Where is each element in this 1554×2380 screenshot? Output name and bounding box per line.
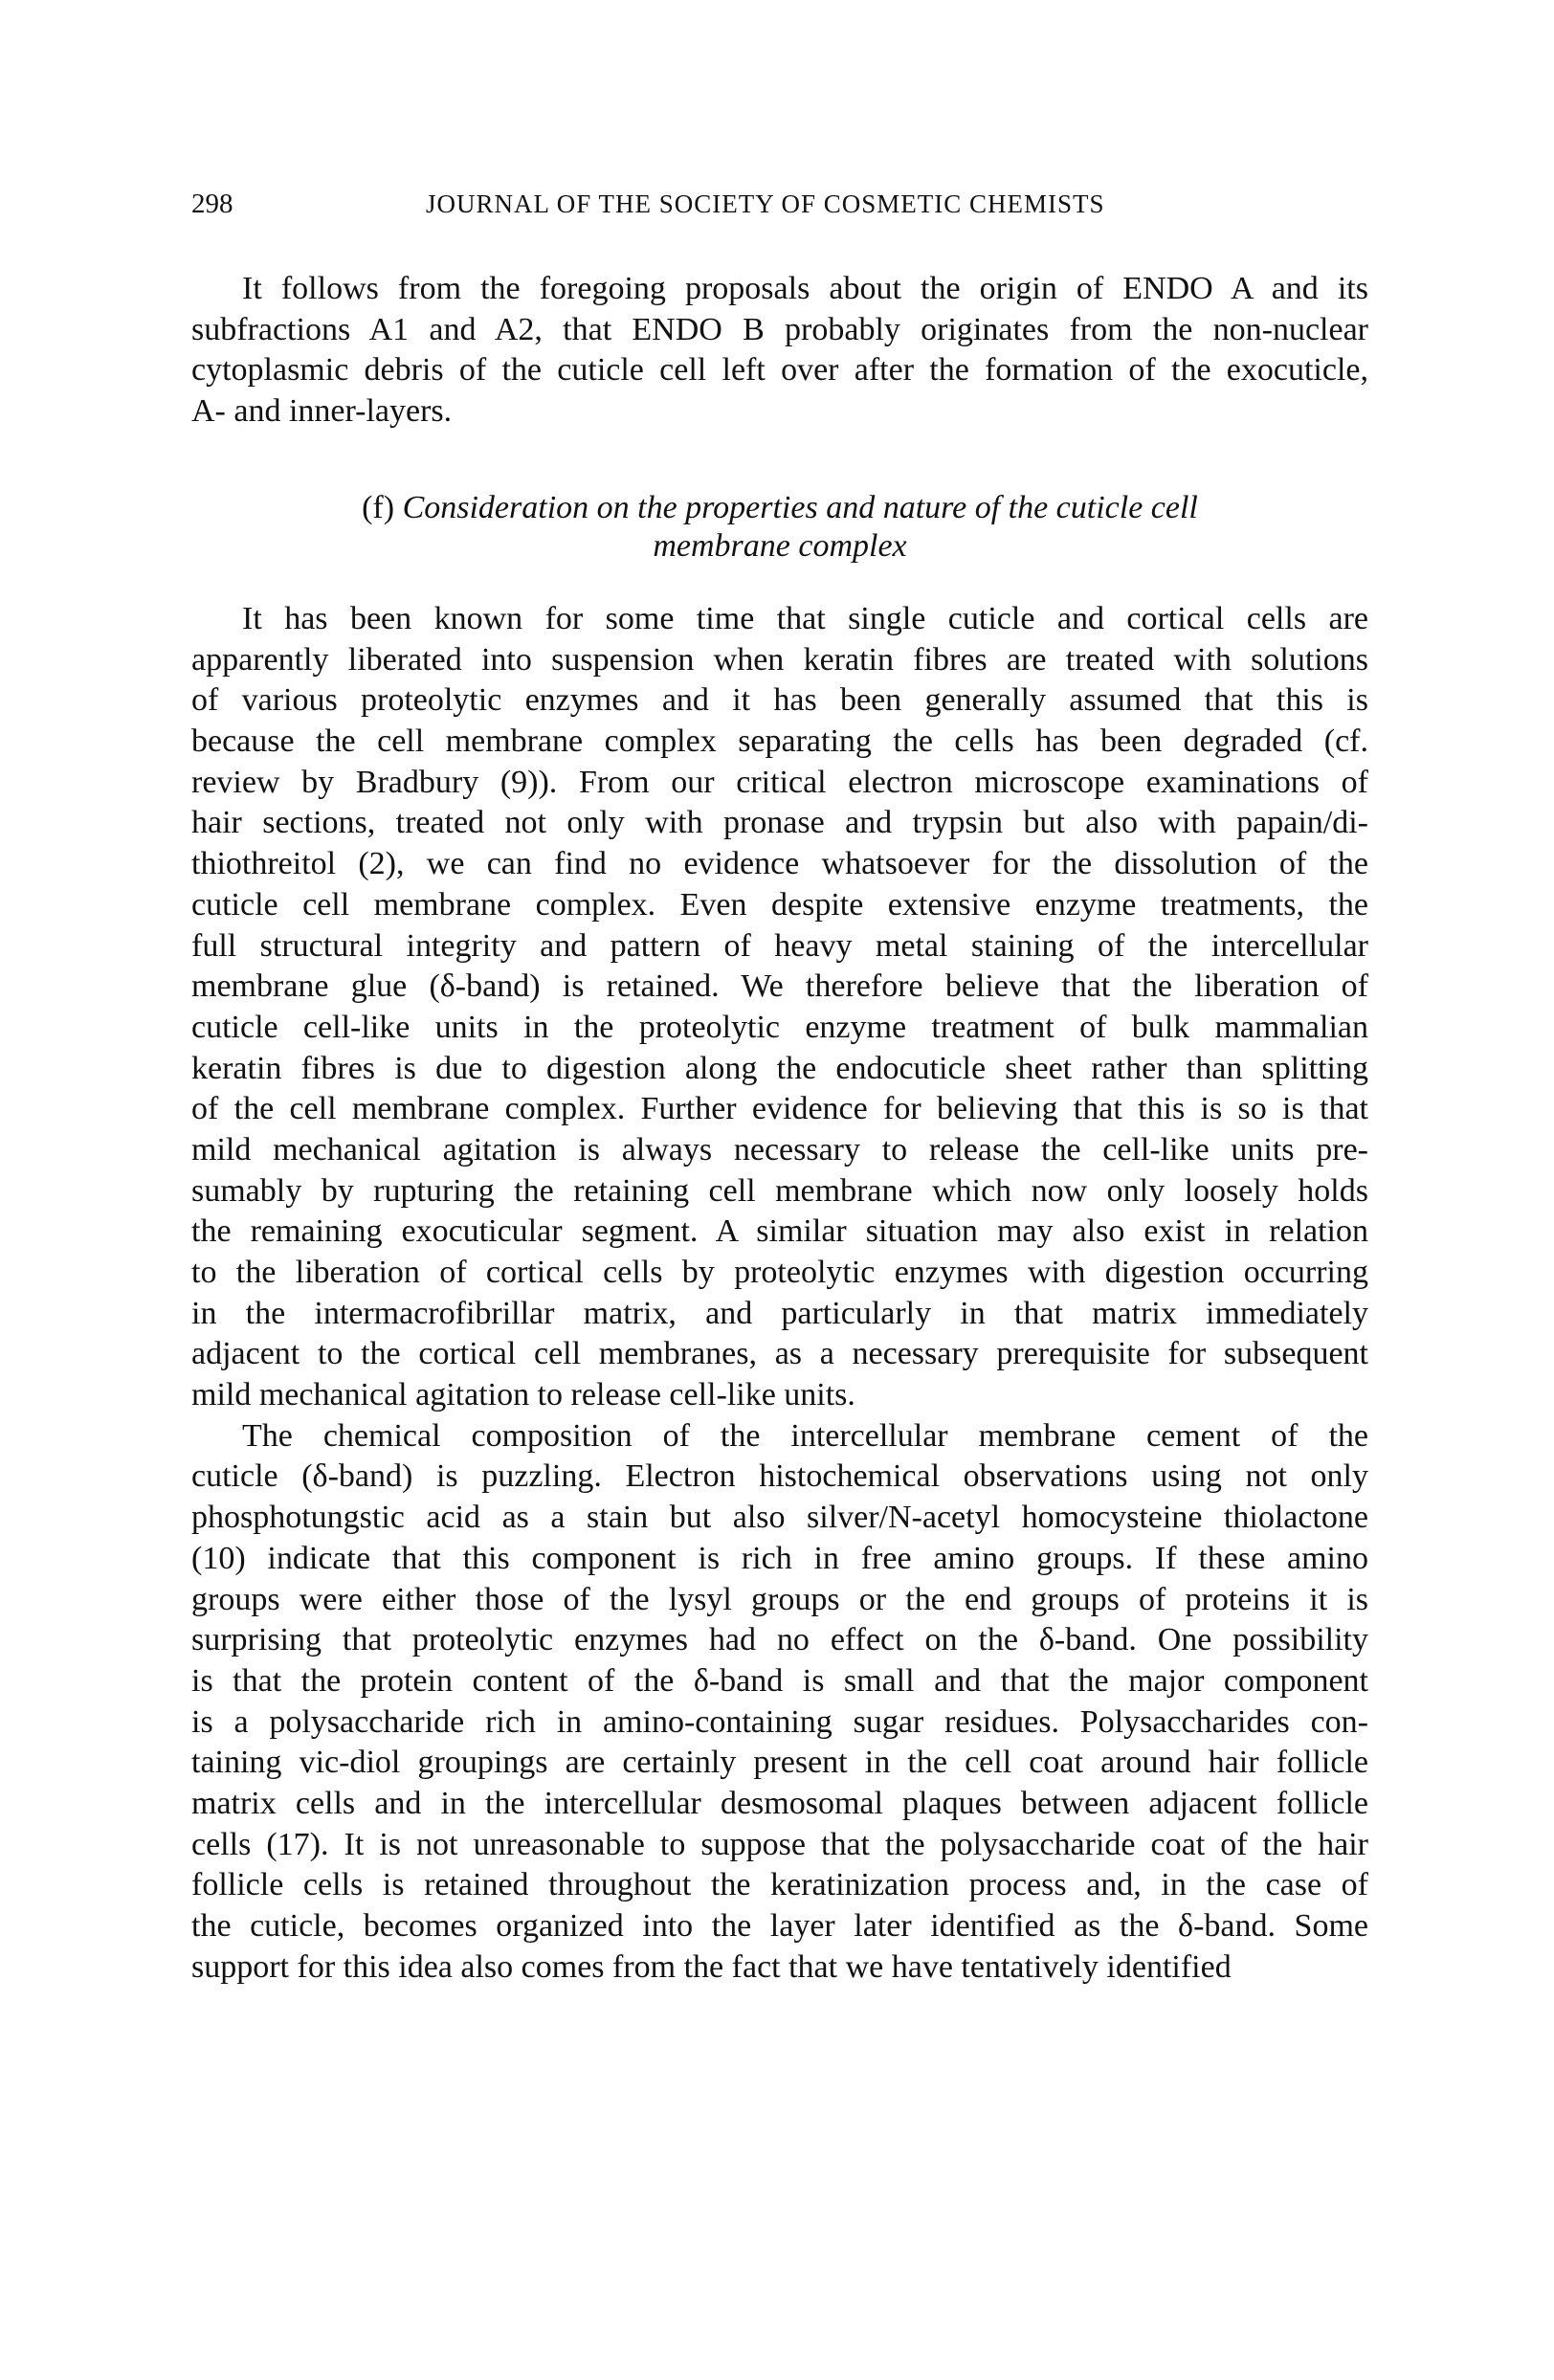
- text-line: It follows from the foregoing proposals about the origin of ENDO A and its: [242, 271, 1368, 306]
- paragraph-1: [191, 269, 1368, 433]
- paragraphs-2-3: [191, 599, 1368, 1988]
- text-line: groups were either those of the lysyl groups or the end groups of proteins it is: [191, 1581, 1368, 1617]
- text-line: the remaining exocuticular segment. A similar situation may also exist in relation: [191, 1213, 1368, 1250]
- running-header: [191, 188, 1368, 220]
- section-label: (f): [362, 490, 395, 525]
- text-line: because the cell membrane complex separating the cells has been degraded (cf.: [191, 723, 1368, 760]
- text-line: sumably by rupturing the retaining cell membrane which now only loosely holds: [191, 1172, 1368, 1209]
- text-line: keratin fibres is due to digestion along the endocuticle sheet rather than splitting: [191, 1050, 1368, 1086]
- text-line: full structural integrity and pattern of heavy metal staining of the intercellular: [191, 927, 1368, 964]
- text-line: subfractions A1 and A2, that ENDO B probably originates from the non-nuclear: [191, 311, 1368, 347]
- text-line: adjacent to the cortical cell membranes, as a necessary prerequisite for subsequent: [191, 1336, 1368, 1372]
- text-line: of the cell membrane complex. Further evidence for believing that this is so is that: [191, 1091, 1368, 1127]
- text-line: follicle cells is retained throughout the keratinization process and, in the case of: [191, 1867, 1368, 1903]
- section-heading: [191, 489, 1368, 566]
- text-line: apparently liberated into suspension when keratin fibres are treated with solutions: [191, 641, 1368, 678]
- text-line: cuticle cell-like units in the proteolytic enzyme treatment of bulk mammalian: [191, 1009, 1368, 1045]
- text-line: thiothreitol (2), we can find no evidence whatsoever for the dissolution of the: [191, 846, 1368, 882]
- text-line: cells (17). It is not unreasonable to suppose that the polysaccharide coat of the hair: [191, 1826, 1368, 1862]
- section-title-2: membrane complex: [653, 528, 907, 564]
- section-title-1: Consideration on the properties and nature of the cuticle cell: [402, 490, 1198, 525]
- text-line: mild mechanical agitation is always necessary to release the cell-like units pre-: [191, 1131, 1368, 1168]
- text-line: is that the protein content of the δ-band is small and that the major component: [191, 1662, 1368, 1699]
- text-line: of various proteolytic enzymes and it has been generally assumed that this is: [191, 682, 1368, 719]
- text-line: support for this idea also comes from the fact that we have tentatively identified: [191, 1948, 1232, 1985]
- text-line: A- and inner-layers.: [191, 393, 453, 430]
- text-line: The chemical composition of the intercellular membrane cement of the: [242, 1417, 1368, 1454]
- text-line: phosphotungstic acid as a stain but also silver/N-acetyl homocysteine thiolactone: [191, 1500, 1368, 1536]
- text-line: review by Bradbury (9)). From our critical electron microscope examinations of: [191, 764, 1368, 800]
- text-line: is a polysaccharide rich in amino-containing sugar residues. Polysaccharides con-: [191, 1703, 1368, 1740]
- journal-title: JOURNAL OF THE SOCIETY OF COSMETIC CHEMISTS: [426, 189, 1105, 218]
- page-number: 298: [191, 189, 233, 219]
- text-line: It has been known for some time that single cuticle and cortical cells are: [242, 601, 1368, 636]
- text-line: cytoplasmic debris of the cuticle cell left over after the formation of the exocuticle,: [191, 352, 1368, 389]
- text-line: (10) indicate that this component is rich in free amino groups. If these amino: [191, 1540, 1368, 1576]
- text-line: in the intermacrofibrillar matrix, and particularly in that matrix immediately: [191, 1295, 1368, 1331]
- text-line: hair sections, treated not only with pronase and trypsin but also with papain/di-: [191, 805, 1368, 841]
- text-line: the cuticle, becomes organized into the layer later identified as the δ-band. Some: [191, 1908, 1368, 1944]
- text-line: cuticle (δ-band) is puzzling. Electron histochemical observations using not only: [191, 1458, 1368, 1495]
- text-line: matrix cells and in the intercellular desmosomal plaques between adjacent follicle: [191, 1785, 1368, 1821]
- section-heading-line-1: [191, 489, 1368, 527]
- text-line: taining vic-diol groupings are certainly present in the cell coat around hair follicle: [191, 1745, 1368, 1781]
- section-heading-line-2: [191, 527, 1368, 566]
- text-line: cuticle cell membrane complex. Even despite extensive enzyme treatments, the: [191, 886, 1368, 923]
- text-line: membrane glue (δ-band) is retained. We therefore believe that the liberation of: [191, 968, 1368, 1005]
- text-line: mild mechanical agitation to release cell-like units.: [191, 1377, 855, 1413]
- text-line: surprising that proteolytic enzymes had no effect on the δ-band. One possibility: [191, 1622, 1368, 1658]
- text-line: to the liberation of cortical cells by proteolytic enzymes with digestion occurring: [191, 1255, 1368, 1290]
